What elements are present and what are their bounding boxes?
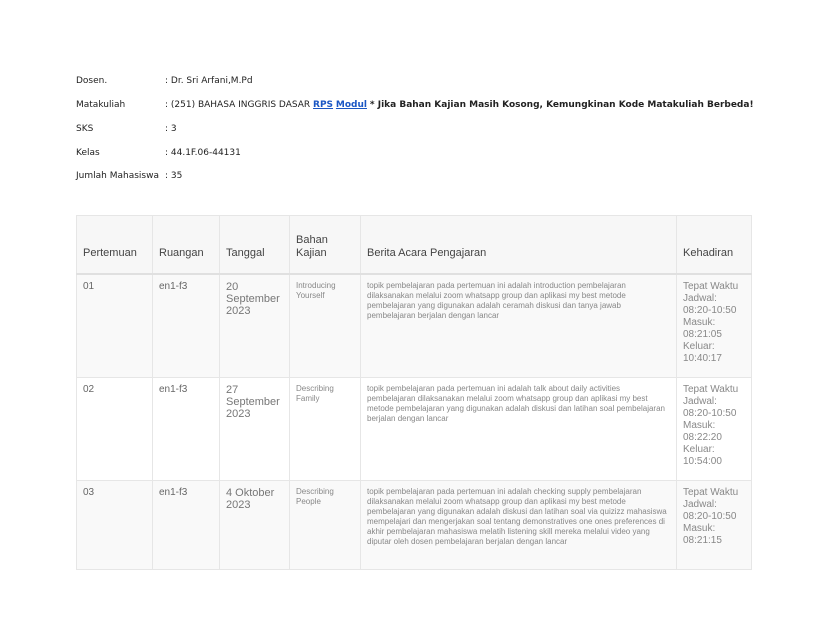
matakuliah-note: * Jika Bahan Kajian Masih Kosong, Kemungkinan Kode Matakuliah Berbeda! [369, 100, 754, 110]
cell-pertemuan: 03 [77, 481, 153, 570]
kelas-value: : 44.1F.06-44131 [165, 148, 241, 158]
jumlah-label: Jumlah Mahasiswa [76, 171, 159, 181]
rps-link[interactable]: RPS [313, 100, 334, 110]
sks-value: : 3 [165, 124, 177, 134]
table-row [77, 481, 752, 570]
cell-ruangan: en1-f3 [153, 378, 220, 481]
header-kehadiran: Kehadiran [677, 216, 752, 275]
cell-pertemuan: 01 [77, 274, 153, 378]
cell-ruangan: en1-f3 [153, 481, 220, 570]
cell-bahan-kajian: Describing People [290, 481, 361, 570]
header-tanggal: Tanggal [220, 216, 290, 275]
cell-kehadiran: Tepat Waktu Jadwal: 08:20-10:50 Masuk: 08:21:15 [677, 481, 752, 570]
header-ruangan: Ruangan [153, 216, 220, 275]
dosen-value: : Dr. Sri Arfani,M.Pd [165, 76, 253, 86]
cell-tanggal: 20 September 2023 [220, 274, 290, 378]
cell-ruangan: en1-f3 [153, 274, 220, 378]
cell-berita-acara: topik pembelajaran pada pertemuan ini adalah talk about daily activities pembelajaran dilaksanakan melalui zoom whatsapp group dan aplikasi my best metode pembelajaran yang digunakan adalah diskusi dan latihan soal pembelajaran berjalan dengan lancar [361, 378, 677, 481]
header-bahan-kajian: Bahan Kajian [290, 216, 361, 275]
matakuliah-value-group [165, 100, 754, 111]
table-row [77, 378, 752, 481]
jumlah-value: : 35 [165, 171, 183, 181]
cell-kehadiran: Tepat Waktu Jadwal: 08:20-10:50 Masuk: 08:21:05 Keluar: 10:40:17 [677, 274, 752, 378]
modul-link[interactable]: Modul [335, 100, 367, 110]
cell-berita-acara: topik pembelajaran pada pertemuan ini adalah introduction pembelajaran dilaksanakan melalui zoom whatsapp group dan aplikasi my best metode pembelajaran yang digunakan adalah ceramah diskusi dan tanya jawab pembelajaran berjalan dengan lancar [361, 274, 677, 378]
cell-bahan-kajian: Introducing Yourself [290, 274, 361, 378]
cell-pertemuan: 02 [77, 378, 153, 481]
matakuliah-label: Matakuliah [76, 100, 126, 110]
table-header-row [77, 216, 752, 275]
pertemuan-table [76, 215, 752, 570]
header-berita-acara: Berita Acara Pengajaran [361, 216, 677, 275]
sks-label: SKS [76, 124, 94, 134]
cell-tanggal: 4 Oktober 2023 [220, 481, 290, 570]
table-row [77, 274, 752, 378]
matakuliah-value: : (251) BAHASA INGGRIS DASAR [165, 100, 311, 110]
cell-kehadiran: Tepat Waktu Jadwal: 08:20-10:50 Masuk: 08:22:20 Keluar: 10:54:00 [677, 378, 752, 481]
dosen-label: Dosen. [76, 76, 108, 86]
kelas-label: Kelas [76, 148, 100, 158]
cell-bahan-kajian: Describing Family [290, 378, 361, 481]
cell-tanggal: 27 September 2023 [220, 378, 290, 481]
header-pertemuan: Pertemuan [77, 216, 153, 275]
cell-berita-acara: topik pembelajaran pada pertemuan ini adalah checking supply pembelajaran dilaksanakan melalui zoom whatsapp group dan aplikasi my best metode pembelajaran yang digunakan adalah diskusi dan latihan soal via quizizz mahasiswa mempelajari dan mengerjakan soal tentang demonstratives one ones preferences di akhir pembelajaran mahasiswa melatih listening skill mereka melalui video yang diputar oleh dosen pembelajaran berjalan dengan lancar [361, 481, 677, 570]
